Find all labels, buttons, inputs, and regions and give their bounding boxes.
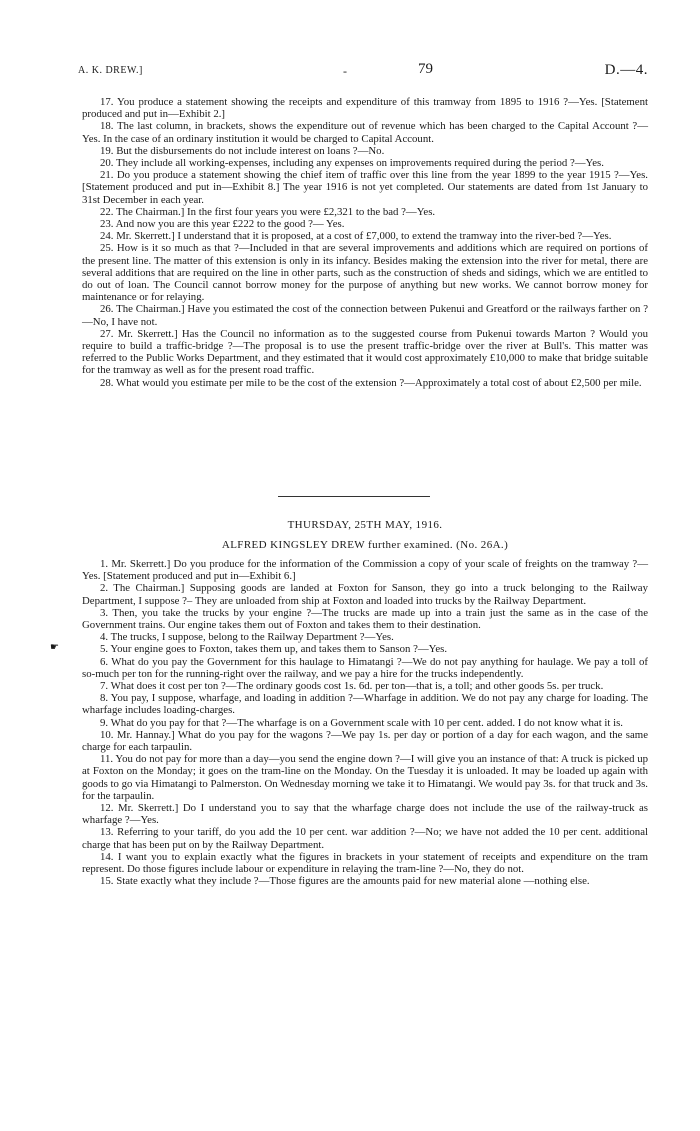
testimony-paragraph: 25. How is it so much as that ?—Included in that are several improvements and additions which are required on portions of the present line. The matter of this extension is only in its infancy. Besides making the extension into the river for metal, there are several additions that are required on the line in other parts, such as the construction of sheds and sidings, which we are entitled to do out of loan. The Council cannot borrow money for the purpose of anything but new works. We cannot borrow money for maintenance or for relaying. bbox=[82, 242, 648, 304]
testimony-paragraph: 7. What does it cost per ton ?—The ordinary goods cost 1s. 6d. per ton—that is, a toll; and other goods 5s. per truck. bbox=[100, 680, 604, 693]
testimony-paragraph: 9. What do you pay for that ?—The wharfage is on a Government scale with 10 per cent. added. I do not know what it is. bbox=[100, 716, 624, 729]
date-heading: THURSDAY, 25TH MAY, 1916. bbox=[287, 519, 443, 531]
testimony-section-2 bbox=[82, 558, 648, 887]
testimony-paragraph: 1. Mr. Skerrett.] Do you produce for the information of the Commission a copy of your scale of freights on the tramway ?—Yes. [Statement produced and put in—Exhibit 6.] bbox=[82, 558, 648, 583]
testimony-paragraph: 5. Your engine goes to Foxton, takes them up, and takes them to Sanson ?—Yes. bbox=[100, 643, 448, 656]
testimony-paragraph: 15. State exactly what they include ?—Those figures are the amounts paid for new material alone —nothing else. bbox=[100, 875, 590, 888]
testimony-paragraph: 20. They include all working-expenses, including any expenses on improvements required during the period ?—Yes. bbox=[100, 157, 604, 170]
document-code: D.—4. bbox=[604, 62, 648, 78]
testimony-paragraph: 17. You produce a statement showing the receipts and expenditure of this tramway from 1895 to 1916 ?—Yes. [Statement produced and put in—Exhibit 2.] bbox=[82, 96, 648, 121]
testimony-paragraph: 14. I want you to explain exactly what the figures in brackets in your statement of receipts and expenditure on the tram represent. Do those figures include labour or expenditure in relaying the tram-line ?—No, they do not. bbox=[82, 850, 648, 876]
testimony-paragraph: 23. And now you are this year £222 to the good ?— Yes. bbox=[100, 218, 345, 231]
testimony-paragraph: 4. The trucks, I suppose, belong to the Railway Department ?—Yes. bbox=[100, 631, 394, 644]
testimony-paragraph: 24. Mr. Skerrett.] I understand that it is proposed, at a cost of £7,000, to extend the tramway into the river-bed ?—Yes. bbox=[100, 230, 612, 243]
header-dash: - bbox=[343, 64, 347, 78]
witness-heading: ALFRED KINGSLEY DREW further examined. (No. 26A.) bbox=[221, 539, 509, 551]
section-divider bbox=[278, 496, 430, 497]
margin-pointing-hand-icon: ☛ bbox=[50, 642, 59, 653]
testimony-paragraph: 11. You do not pay for more than a day—you send the engine down ?—I will give you an instance of that: A truck is picked up at Foxton on the Monday; it goes on the tram-line on the Monday. On the Tuesday it is unloaded. It may be loaded up again with goods to go via Himatangi to Palmerston. On Wednesday morning we take it to Himatangi. We would pay 3s. for that truck and 3s. for the tarpaulin. bbox=[82, 753, 648, 802]
testimony-paragraph: 6. What do you pay the Government for this haulage to Himatangi ?—We do not pay anything for haulage. We pay a toll of so-much per ton for the running-right over the railway, and we pay a hire for the trucks independently. bbox=[82, 655, 648, 680]
page-header bbox=[78, 61, 648, 80]
testimony-paragraph: 21. Do you produce a statement showing the chief item of traffic over this line from the year 1899 to the year 1915 ?—Yes. [Statement produced and put in—Exhibit 8.] The year 1916 is not yet completed. Our statements are dated from 1st January to 31st December in each year. bbox=[82, 169, 648, 206]
testimony-paragraph: 27. Mr. Skerrett.] Has the Council no information as to the suggested course from Pukenui towards Marton ? Would you require to build a traffic-bridge ?—The proposal is to use the present traffic-bridge over the river at Bull's. This matter was referred to the Public Works Department, and they estimated that it would cost approximately £10,000 to make that bridge suitable for the tramway as well as for the present road traffic. bbox=[82, 327, 648, 377]
testimony-section-1 bbox=[82, 96, 648, 389]
testimony-paragraph: 2. The Chairman.] Supposing goods are landed at Foxton for Sanson, they go into a truck belonging to the Railway Department, I suppose ?– They are unloaded from ship at Foxton and loaded into trucks by the Railway Department. bbox=[82, 582, 648, 607]
testimony-paragraph: 26. The Chairman.] Have you estimated the cost of the connection between Pukenui and Greatford or the railways farther on ?—No, I have not. bbox=[82, 303, 648, 328]
header-witness-name: A. K. DREW.] bbox=[78, 65, 143, 76]
testimony-paragraph: 8. You pay, I suppose, wharfage, and loading in addition ?—Wharfage in addition. We do not pay any charge for loading. The wharfage includes loading-charges. bbox=[82, 692, 648, 717]
testimony-paragraph: 28. What would you estimate per mile to be the cost of the extension ?—Approximately a total cost of about £2,500 per mile. bbox=[100, 376, 642, 389]
testimony-paragraph: 22. The Chairman.] In the first four years you were £2,321 to the bad ?—Yes. bbox=[100, 205, 436, 218]
testimony-paragraph: 19. But the disbursements do not include interest on loans ?—No. bbox=[100, 144, 385, 157]
testimony-paragraph: 12. Mr. Skerrett.] Do I understand you to say that the wharfage charge does not include the use of the railway-truck as wharfage ?—Yes. bbox=[82, 802, 648, 827]
testimony-paragraph: 18. The last column, in brackets, shows the expenditure out of revenue which has been charged to the Capital Account ?— Yes. In the case of an ordinary institution it would be charged to Capital Account. bbox=[82, 120, 648, 145]
testimony-paragraph: 10. Mr. Hannay.] What do you pay for the wagons ?—We pay 1s. per day or portion of a day for each wagon, and the same charge for each tarpaulin. bbox=[82, 728, 648, 754]
testimony-paragraph: 3. Then, you take the trucks by your engine ?—The trucks are made up into a train just the same as in the case of the Government trains. Our engine takes them out of Foxton and takes them to their destination. bbox=[82, 606, 648, 632]
testimony-paragraph: 13. Referring to your tariff, do you add the 10 per cent. war addition ?—No; we have not added the 10 per cent. additional charge that has been put on by the Railway Department. bbox=[82, 826, 648, 851]
page-number: 79 bbox=[418, 61, 433, 77]
